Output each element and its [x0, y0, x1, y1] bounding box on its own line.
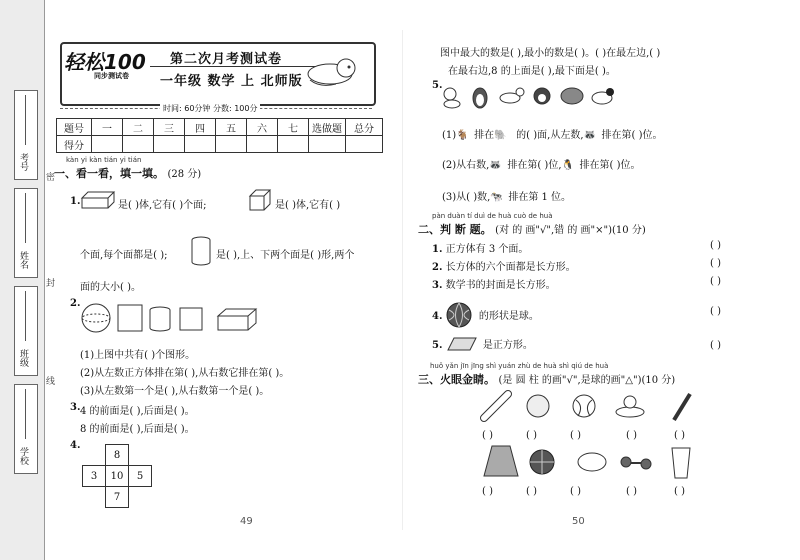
- q5-part3-text: (3)从( )数,: [442, 192, 491, 203]
- seal-char-xian: 线: [46, 377, 56, 387]
- answer-row-2: [482, 486, 704, 497]
- class-line: [25, 291, 26, 341]
- section1-points: (28 分): [167, 169, 202, 180]
- raccoon-icon: 🦝: [583, 130, 596, 141]
- page-fold: [402, 30, 403, 530]
- answer-blank[interactable]: ( ): [570, 486, 581, 497]
- logo-subtitle: 同步测试卷: [94, 72, 129, 80]
- judge-item-1-answer[interactable]: ( ): [710, 240, 721, 251]
- score-cell: 六: [247, 119, 278, 136]
- score-input[interactable]: [278, 136, 309, 153]
- q5-part1-end: 排在第( )位。: [601, 130, 663, 141]
- q1-line3: 面的大小( )。: [80, 282, 141, 293]
- section1-title: 一、看一看，填一填。: [54, 167, 164, 180]
- lemon-icon: [578, 453, 606, 471]
- answer-blank[interactable]: ( ): [526, 486, 537, 497]
- pipe-icon: [484, 394, 508, 418]
- q2-shapes: [80, 302, 260, 334]
- judge-item-2-answer[interactable]: ( ): [710, 258, 721, 269]
- score-input[interactable]: [123, 136, 154, 153]
- toy-icon: [616, 396, 644, 417]
- answer-blank[interactable]: ( ): [570, 430, 581, 441]
- cuboid-icon: [80, 190, 116, 210]
- score-cell: 得分: [57, 136, 92, 153]
- objects-row-2: [480, 442, 700, 482]
- cone-lamp-icon: [484, 446, 518, 476]
- section3-rule: (是 圆 柱 的画"√",是球的画"△")(10 分): [498, 375, 676, 386]
- seal-char-mi: 密: [46, 173, 56, 183]
- grid-cell: 7: [106, 487, 129, 508]
- seal-char-feng: 封: [46, 279, 56, 289]
- dumbbell-icon: [621, 457, 651, 469]
- section2-rule: (对 的 画"√",错 的 画"×")(10 分): [495, 225, 646, 236]
- judge-item-4: [432, 302, 539, 331]
- class-box: [14, 286, 38, 376]
- page-number-left: 49: [240, 516, 253, 527]
- judge-item-5: [432, 336, 533, 355]
- section3-heading: [418, 371, 675, 387]
- q5-part2-end: 排在第( )位。: [579, 160, 641, 171]
- grid-cell: 5: [129, 466, 152, 487]
- q2-part2: (2)从左数正方体排在第( ),从右数它排在第( )。: [80, 368, 290, 379]
- objects-row-1: [480, 388, 700, 426]
- name-box: [14, 188, 38, 278]
- answer-blank[interactable]: ( ): [626, 486, 637, 497]
- q5-part2: [442, 156, 641, 171]
- judge-item-text: 正方体有 3 个面。: [445, 244, 529, 255]
- binding-strip: [0, 0, 45, 560]
- q5-part2-mid: 排在第( )位,: [507, 160, 562, 171]
- q5-number: 5.: [432, 80, 443, 91]
- basketball-icon: [530, 450, 554, 474]
- score-table: [56, 118, 383, 153]
- section1-pinyin: kàn yi kàn tián yi tián: [66, 156, 142, 164]
- q2-number: 2.: [70, 298, 81, 309]
- exam-meta: 时间: 60分钟 分数: 100分: [160, 103, 260, 114]
- section3-title: 三、火眼金睛。: [418, 373, 495, 386]
- name-label: 姓名: [18, 251, 28, 269]
- q5-part3-end: 排在第 1 位。: [508, 192, 572, 203]
- judge-item-number: 3.: [432, 280, 443, 291]
- q3-line1: 4 的前面是( ),后面是( )。: [80, 406, 195, 417]
- cylinder-icon: [150, 307, 170, 331]
- goat-icon: 🐐: [456, 130, 469, 141]
- elephant-icon: [561, 88, 583, 104]
- school-label: 学校: [18, 447, 28, 465]
- score-cell: 选做题: [309, 119, 346, 136]
- answer-blank[interactable]: ( ): [482, 486, 493, 497]
- page-title: 第二次月考测试卷: [170, 52, 283, 67]
- q5-part1-mid: 排在: [474, 130, 495, 141]
- judge-item-4-answer[interactable]: ( ): [710, 306, 721, 317]
- dog-icon: [444, 88, 460, 108]
- page-number-right: 50: [572, 516, 585, 527]
- section2-title: 二、判 断 题。: [418, 223, 492, 236]
- q1-number: 1.: [70, 196, 81, 207]
- section3-pinyin: huǒ yǎn jīn jīng shì yuán zhù de huà shì qiú de huà: [430, 362, 609, 370]
- judge-item-number: 2.: [432, 262, 443, 273]
- section2-pinyin: pàn duàn tí duì de huà cuò de huà: [432, 212, 553, 220]
- pencil-icon: [674, 394, 690, 420]
- elephant-icon: 🐘: [494, 130, 507, 141]
- logo-text: 轻松100: [64, 50, 146, 74]
- q5-part1-post: 的( )面,从左数,: [516, 130, 584, 141]
- score-input[interactable]: [309, 136, 346, 153]
- q5-part3: [442, 188, 571, 203]
- watermelon-icon: [446, 302, 476, 331]
- q3-number: 3.: [70, 402, 81, 413]
- q5-part1: [442, 126, 663, 141]
- q2-part3: (3)从左数第一个是( ),从右数第一个是( )。: [80, 386, 270, 397]
- q1-line1: 是( )体,它有( )个面;: [118, 200, 207, 211]
- rectangle-icon: [118, 305, 142, 331]
- square-icon: [180, 308, 202, 330]
- answer-blank[interactable]: ( ): [526, 430, 537, 441]
- judge-item-text: 的形状是球。: [478, 311, 539, 322]
- penguin-icon: [473, 88, 487, 108]
- cow-icon: [592, 88, 614, 104]
- exam-number-label: 考号: [18, 153, 28, 171]
- sphere-icon: [82, 304, 110, 332]
- score-cell: 总分: [346, 119, 383, 136]
- score-cell: 题号: [57, 119, 92, 136]
- judge-item-number: 4.: [432, 311, 443, 322]
- score-cell: 三: [154, 119, 185, 136]
- section1-heading: [54, 165, 201, 181]
- score-input[interactable]: [346, 136, 383, 153]
- exam-number-line: [25, 95, 26, 145]
- answer-blank[interactable]: ( ): [626, 430, 637, 441]
- q1-line2: 个面,每个面都是( );: [80, 250, 168, 261]
- logo: [64, 46, 146, 81]
- ball-icon: [527, 395, 549, 417]
- score-value-row: [57, 136, 383, 153]
- judge-item-2: [432, 258, 576, 273]
- q4-number: 4.: [70, 440, 81, 451]
- score-cell: 五: [216, 119, 247, 136]
- tilted-square-icon: [446, 336, 480, 355]
- answer-blank[interactable]: ( ): [482, 430, 493, 441]
- q5-part2-prefix: (2)从右数,: [442, 160, 490, 171]
- mascot-illustration: [300, 50, 366, 92]
- q1-line1b: 是( )体,它有( ): [275, 200, 341, 211]
- judge-item-3: [432, 276, 556, 291]
- cube-icon: [248, 188, 272, 212]
- judge-item-1: [432, 240, 528, 255]
- q1-line2b: 是( ),上、下两个面是( )形,两个: [216, 250, 355, 261]
- answer-blank[interactable]: ( ): [674, 486, 685, 497]
- grid-cell: 10: [106, 466, 129, 487]
- goat-icon: [500, 88, 524, 103]
- school-box: [14, 384, 38, 474]
- judge-item-text: 数学书的封面是长方形。: [445, 280, 556, 291]
- q3-line2: 8 的前面是( ),后面是( )。: [80, 424, 195, 435]
- school-line: [25, 389, 26, 439]
- class-label: 班级: [18, 349, 28, 367]
- q5-part1-prefix: (1): [442, 130, 457, 141]
- score-cell: 四: [185, 119, 216, 136]
- score-cell: 二: [123, 119, 154, 136]
- cuboid-icon: [218, 309, 256, 330]
- grid-cell: 8: [106, 445, 129, 466]
- penguin-icon: 🐧: [561, 160, 574, 171]
- grid-cell: 3: [83, 466, 106, 487]
- judge-item-5-answer[interactable]: ( ): [710, 340, 721, 351]
- score-header-row: [57, 119, 383, 136]
- score-cell: 七: [278, 119, 309, 136]
- number-cross-grid: [82, 444, 152, 508]
- judge-item-text: 是正方形。: [482, 340, 533, 351]
- score-cell: 一: [92, 119, 123, 136]
- score-input[interactable]: [154, 136, 185, 153]
- judge-item-3-answer[interactable]: ( ): [710, 276, 721, 287]
- judge-item-number: 1.: [432, 244, 443, 255]
- score-input[interactable]: [185, 136, 216, 153]
- section2-heading: [418, 221, 646, 237]
- judge-item-number: 5.: [432, 340, 443, 351]
- judge-item-text: 长方体的六个面都是长方形。: [445, 262, 576, 273]
- cow-icon: 🐄: [490, 192, 503, 203]
- exam-number-box: [14, 90, 38, 180]
- q4-continued-line1: 图中最大的数是( ),最小的数是( )。( )在最左边,( ): [440, 48, 661, 59]
- page-subtitle: 一年级 数学 上 北师版: [160, 74, 303, 89]
- score-input[interactable]: [216, 136, 247, 153]
- q4-continued-line2: 在最右边,8 的上面是( ),最下面是( )。: [448, 66, 616, 77]
- q2-part1: (1)上图中共有( )个图形。: [80, 350, 196, 361]
- raccoon-icon: [534, 88, 550, 104]
- cup-icon: [672, 448, 690, 478]
- volleyball-icon: [573, 395, 595, 417]
- raccoon-icon: 🦝: [489, 160, 502, 171]
- animal-row: [440, 84, 620, 110]
- answer-blank[interactable]: ( ): [674, 430, 685, 441]
- answer-row-1: [482, 430, 704, 441]
- score-input[interactable]: [92, 136, 123, 153]
- cylinder-icon: [190, 235, 212, 267]
- score-input[interactable]: [247, 136, 278, 153]
- name-line: [25, 193, 26, 243]
